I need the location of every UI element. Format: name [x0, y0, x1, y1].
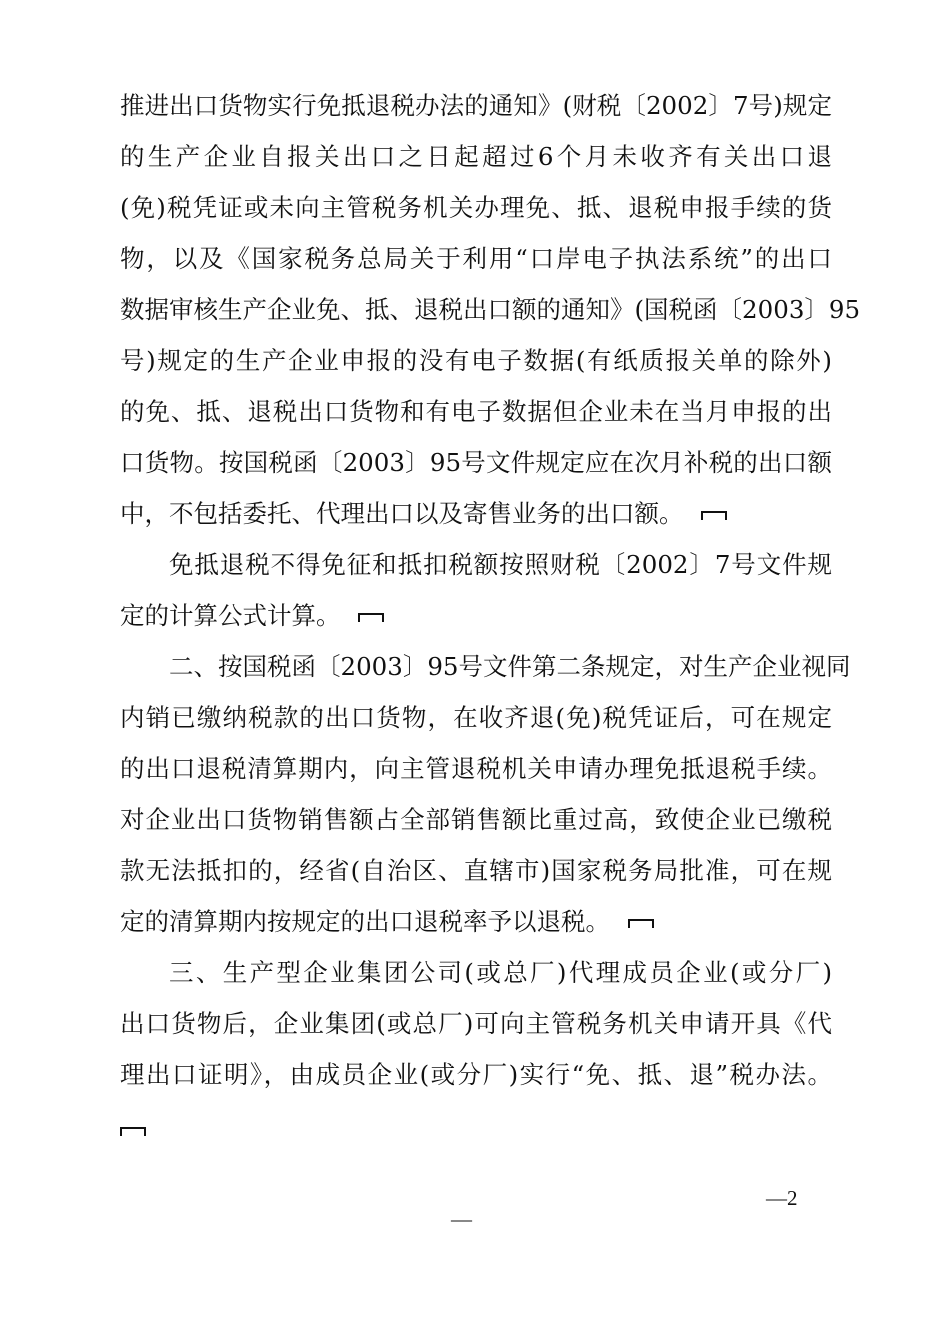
text-line: 免抵退税不得免征和抵扣税额按照财税〔2002〕7号文件规 — [169, 550, 832, 579]
text-line: 二、按国税函〔2003〕95号文件第二条规定，对生产企业视同 — [169, 652, 851, 681]
text-line: 的免、抵、退税出口货物和有电子数据但企业未在当月申报的出 — [120, 397, 832, 426]
text-line: 推进出口货物实行免抵退税办法的通知》(财税〔2002〕7号)规定 — [120, 91, 832, 120]
text-line: 三、生产型企业集团公司(或总厂)代理成员企业(或分厂) — [169, 958, 832, 987]
paragraph-mark-icon — [628, 917, 654, 931]
text-line — [120, 902, 832, 942]
text-line: 对企业出口货物销售额占全部销售额比重过高，致使企业已缴税 — [120, 805, 832, 834]
text-line: 号)规定的生产企业申报的没有电子数据(有纸质报关单的除外) — [120, 346, 832, 375]
text-line: 款无法抵扣的，经省(自治区、直辖市)国家税务局批准，可在规 — [120, 856, 832, 885]
text-line: 数据审核生产企业免、抵、退税出口额的通知》(国税函〔2003〕95 — [120, 295, 861, 324]
paragraph-mark-icon — [701, 509, 727, 523]
text-line: 的生产企业自报关出口之日起超过6个月未收齐有关出口退 — [120, 142, 832, 171]
text-line: 理出口证明》，由成员企业(或分厂)实行“免、抵、退”税办法。 — [120, 1060, 832, 1089]
paragraph-mark-icon — [358, 611, 384, 625]
text-line — [120, 596, 832, 636]
paragraph-text: 定的清算期内按规定的出口退税率予以退税。 — [120, 907, 610, 936]
text-line: 的出口退税清算期内，向主管退税机关申请办理免抵退税手续。 — [120, 754, 832, 783]
text-line — [120, 494, 832, 534]
paragraph-mark-icon — [120, 1125, 146, 1139]
page-number: —2 — [766, 1186, 798, 1210]
text-line: 出口货物后，企业集团(或总厂)可向主管税务机关申请开具《代 — [120, 1009, 832, 1038]
paragraph-text: 定的计算公式计算。 — [120, 601, 341, 630]
text-line: 口货物。按国税函〔2003〕95号文件规定应在次月补税的出口额 — [120, 448, 832, 477]
paragraph-text: 中，不包括委托、代理出口以及寄售业务的出口额。 — [120, 499, 684, 528]
text-line: (免)税凭证或未向主管税务机关办理免、抵、退税申报手续的货 — [120, 193, 832, 222]
text-line: 内销已缴纳税款的出口货物，在收齐退(免)税凭证后，可在规定 — [120, 703, 832, 732]
page-number-dash: — — [451, 1207, 472, 1231]
text-line: 物，以及《国家税务总局关于利用“口岸电子执法系统”的出口 — [120, 244, 832, 273]
